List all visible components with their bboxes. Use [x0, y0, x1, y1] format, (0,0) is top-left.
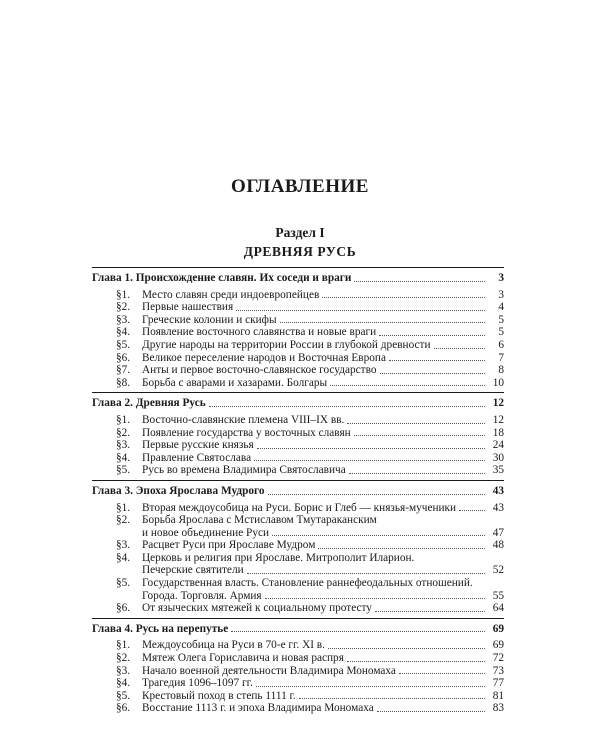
entry-page-number: 43	[492, 501, 504, 514]
toc-entry[interactable]	[92, 690, 504, 703]
entry-page-number: 12	[492, 413, 504, 426]
entry-title: Греческие колонии и скифы	[142, 313, 277, 326]
entry-title: и новое объединение Руси	[142, 526, 270, 539]
entry-page-number: 55	[492, 589, 504, 602]
dot-leader	[354, 435, 485, 436]
paragraph-number: §1.	[116, 413, 131, 426]
toc-entry[interactable]	[92, 677, 504, 690]
entry-title: Мятеж Олега Гориславича и новая распря	[142, 652, 344, 665]
paragraph-number: §1.	[116, 288, 131, 301]
toc-entry[interactable]	[92, 314, 504, 327]
entry-title: Церковь и религия при Ярославе. Митрополит Иларион.	[142, 551, 415, 564]
chapter-title: Глава 3. Эпоха Ярослава Мудрого	[92, 484, 265, 497]
chapter-heading[interactable]	[92, 272, 504, 285]
toc-entry[interactable]	[92, 539, 504, 552]
entry-page-number: 5	[498, 313, 504, 326]
chapter-block	[92, 480, 504, 615]
dot-leader	[272, 535, 485, 536]
entry-title: Появление государства у восточных славян	[142, 426, 351, 439]
entry-title: Первые нашествия	[142, 301, 234, 314]
entry-page-number: 24	[492, 439, 504, 452]
toc-entry[interactable]	[92, 364, 504, 377]
chapter-block	[92, 392, 504, 477]
paragraph-number: §4.	[116, 451, 131, 464]
entry-title: Города. Торговля. Армия	[142, 589, 262, 602]
dot-leader	[254, 460, 485, 461]
chapter-heading[interactable]	[92, 623, 504, 636]
dot-leader	[379, 335, 485, 336]
toc-entry[interactable]	[92, 702, 504, 715]
entry-title: Великое переселение народов и Восточная Европа	[142, 351, 386, 364]
toc-entry[interactable]	[92, 339, 504, 352]
paragraph-number: §2.	[116, 514, 131, 527]
paragraph-number: §7.	[116, 364, 131, 377]
chapter-heading[interactable]	[92, 485, 504, 498]
dot-leader	[256, 686, 485, 687]
dot-leader	[322, 297, 485, 298]
toc-entry[interactable]	[92, 564, 504, 577]
paragraph-number: §5.	[116, 689, 131, 702]
section-number: Раздел I	[275, 225, 325, 240]
dot-leader	[347, 423, 485, 424]
paragraph-number: §2.	[116, 426, 131, 439]
entry-title: Восстание 1113 г. и эпоха Владимира Мономаха	[142, 702, 374, 715]
dot-leader	[330, 385, 485, 386]
toc-entry[interactable]	[92, 289, 504, 302]
toc-entry[interactable]	[92, 665, 504, 678]
dot-leader	[209, 406, 485, 407]
paragraph-number: §1.	[116, 639, 131, 652]
toc-entry[interactable]	[92, 590, 504, 603]
entry-page-number: 8	[498, 364, 504, 377]
dot-leader	[236, 310, 485, 311]
page-title: ОГЛАВЛЕНИЕ	[231, 176, 369, 197]
entry-title: От языческих мятежей к социальному протесту	[142, 602, 372, 615]
entry-title: Вторая междоусобица на Руси. Борис и Глеб — князья-мученики	[142, 501, 457, 514]
dot-leader	[399, 673, 485, 674]
entry-page-number: 7	[498, 351, 504, 364]
chapter-page-number: 43	[492, 484, 504, 497]
dot-leader	[354, 281, 485, 282]
toc-entry[interactable]	[92, 552, 504, 565]
toc-entry[interactable]	[92, 427, 504, 440]
entry-page-number: 18	[492, 426, 504, 439]
entry-title: Крестовый поход в степь 1111 г.	[142, 689, 296, 702]
dot-leader	[247, 573, 485, 574]
paragraph-number: §4.	[116, 551, 131, 564]
entry-title: Государственная власть. Становление раннефеодальных отношений.	[142, 577, 473, 590]
entry-page-number: 5	[498, 326, 504, 339]
chapter-title: Глава 2. Древняя Русь	[92, 397, 206, 410]
chapter-page-number: 12	[492, 397, 504, 410]
entry-page-number: 10	[492, 376, 504, 389]
entry-page-number: 52	[492, 564, 504, 577]
toc-entry[interactable]	[92, 639, 504, 652]
toc-entry[interactable]	[92, 414, 504, 427]
toc-entry[interactable]	[92, 352, 504, 365]
dot-leader	[380, 373, 486, 374]
chapter-page-number: 69	[492, 622, 504, 635]
paragraph-number: §5.	[116, 338, 131, 351]
toc-entry[interactable]	[92, 502, 504, 515]
dot-leader	[257, 448, 485, 449]
dot-leader	[280, 322, 485, 323]
dot-leader	[347, 661, 485, 662]
entry-title: Восточно-славянские племена VIII–IX вв.	[142, 413, 345, 426]
toc-entry[interactable]	[92, 527, 504, 540]
chapter-title: Глава 1. Происхождение славян. Их соседи и враги	[92, 272, 352, 284]
paragraph-number: §6.	[116, 702, 131, 715]
dot-leader	[459, 510, 485, 511]
entry-page-number: 30	[492, 451, 504, 464]
entry-page-number: 35	[492, 464, 504, 477]
entry-page-number: 48	[492, 539, 504, 552]
entry-page-number: 81	[492, 689, 504, 702]
dot-leader	[328, 648, 485, 649]
paragraph-number: §6.	[116, 351, 131, 364]
dot-leader	[268, 494, 485, 495]
entry-page-number: 64	[492, 602, 504, 615]
paragraph-number: §3.	[116, 664, 131, 677]
dot-leader	[434, 348, 485, 349]
entry-page-number: 69	[492, 639, 504, 652]
toc-entry[interactable]	[92, 602, 504, 615]
dot-leader	[375, 611, 485, 612]
dot-leader	[299, 698, 485, 699]
toc-entry[interactable]	[92, 326, 504, 339]
entry-page-number: 73	[492, 664, 504, 677]
entry-title: Место славян среди индоевропейцев	[142, 288, 320, 301]
entry-page-number: 47	[492, 526, 504, 539]
paragraph-number: §2.	[116, 652, 131, 665]
chapter-heading[interactable]	[92, 397, 504, 410]
entry-title: Правление Святослава	[142, 451, 252, 464]
paragraph-number: §5.	[116, 464, 131, 477]
entry-page-number: 6	[498, 338, 504, 351]
paragraph-number: §8.	[116, 376, 131, 389]
dot-leader	[389, 360, 485, 361]
entry-title: Русь во времена Владимира Святославича	[142, 464, 346, 477]
entry-title: Печерские святители	[142, 564, 244, 577]
entry-title: Появление восточного славянства и новые враги	[142, 326, 377, 339]
entry-page-number: 4	[498, 301, 504, 314]
chapter-block	[92, 267, 504, 389]
paragraph-number: §3.	[116, 539, 131, 552]
dot-leader	[231, 631, 485, 632]
paragraph-number: §3.	[116, 313, 131, 326]
entry-page-number: 83	[492, 702, 504, 715]
paragraph-number: §3.	[116, 439, 131, 452]
paragraph-number: §4.	[116, 326, 131, 339]
toc-entry[interactable]	[92, 452, 504, 465]
section-name: ДРЕВНЯЯ РУСЬ	[243, 244, 357, 259]
entry-page-number: 3	[498, 288, 504, 301]
dot-leader	[377, 711, 485, 712]
dot-leader	[349, 473, 485, 474]
table-of-contents	[92, 267, 504, 718]
entry-title: Первые русские князья	[142, 439, 254, 452]
toc-entry[interactable]	[92, 464, 504, 477]
entry-title: Борьба с аварами и хазарами. Болгары	[142, 376, 328, 389]
entry-title: Другие народы на территории России в глубокой древности	[142, 338, 431, 351]
toc-entry[interactable]	[92, 577, 504, 590]
dot-leader	[265, 598, 485, 599]
toc-entry[interactable]	[92, 439, 504, 452]
chapter-page-number: 3	[498, 272, 504, 284]
chapter-block	[92, 618, 504, 715]
entry-title: Борьба Ярослава с Мстиславом Тмутараканским	[142, 514, 377, 527]
paragraph-number: §4.	[116, 677, 131, 690]
paragraph-number: §5.	[116, 577, 131, 590]
entry-title: Анты и первое восточно-славянское государство	[142, 364, 377, 377]
entry-title: Начало военной деятельности Владимира Мономаха	[142, 664, 396, 677]
entry-title: Расцвет Руси при Ярославе Мудром	[142, 539, 316, 552]
chapter-title: Глава 4. Русь на перепутье	[92, 622, 229, 635]
paragraph-number: §6.	[116, 602, 131, 615]
toc-entry[interactable]	[92, 652, 504, 665]
dot-leader	[318, 548, 485, 549]
paragraph-number: §1.	[116, 501, 131, 514]
toc-entry[interactable]	[92, 301, 504, 314]
entry-title: Междоусобица на Руси в 70-е гг. XI в.	[142, 639, 325, 652]
entry-page-number: 72	[492, 652, 504, 665]
toc-entry[interactable]	[92, 377, 504, 390]
toc-entry[interactable]	[92, 514, 504, 527]
entry-title: Трагедия 1096–1097 гг.	[142, 677, 253, 690]
entry-page-number: 77	[492, 677, 504, 690]
paragraph-number: §2.	[116, 301, 131, 314]
